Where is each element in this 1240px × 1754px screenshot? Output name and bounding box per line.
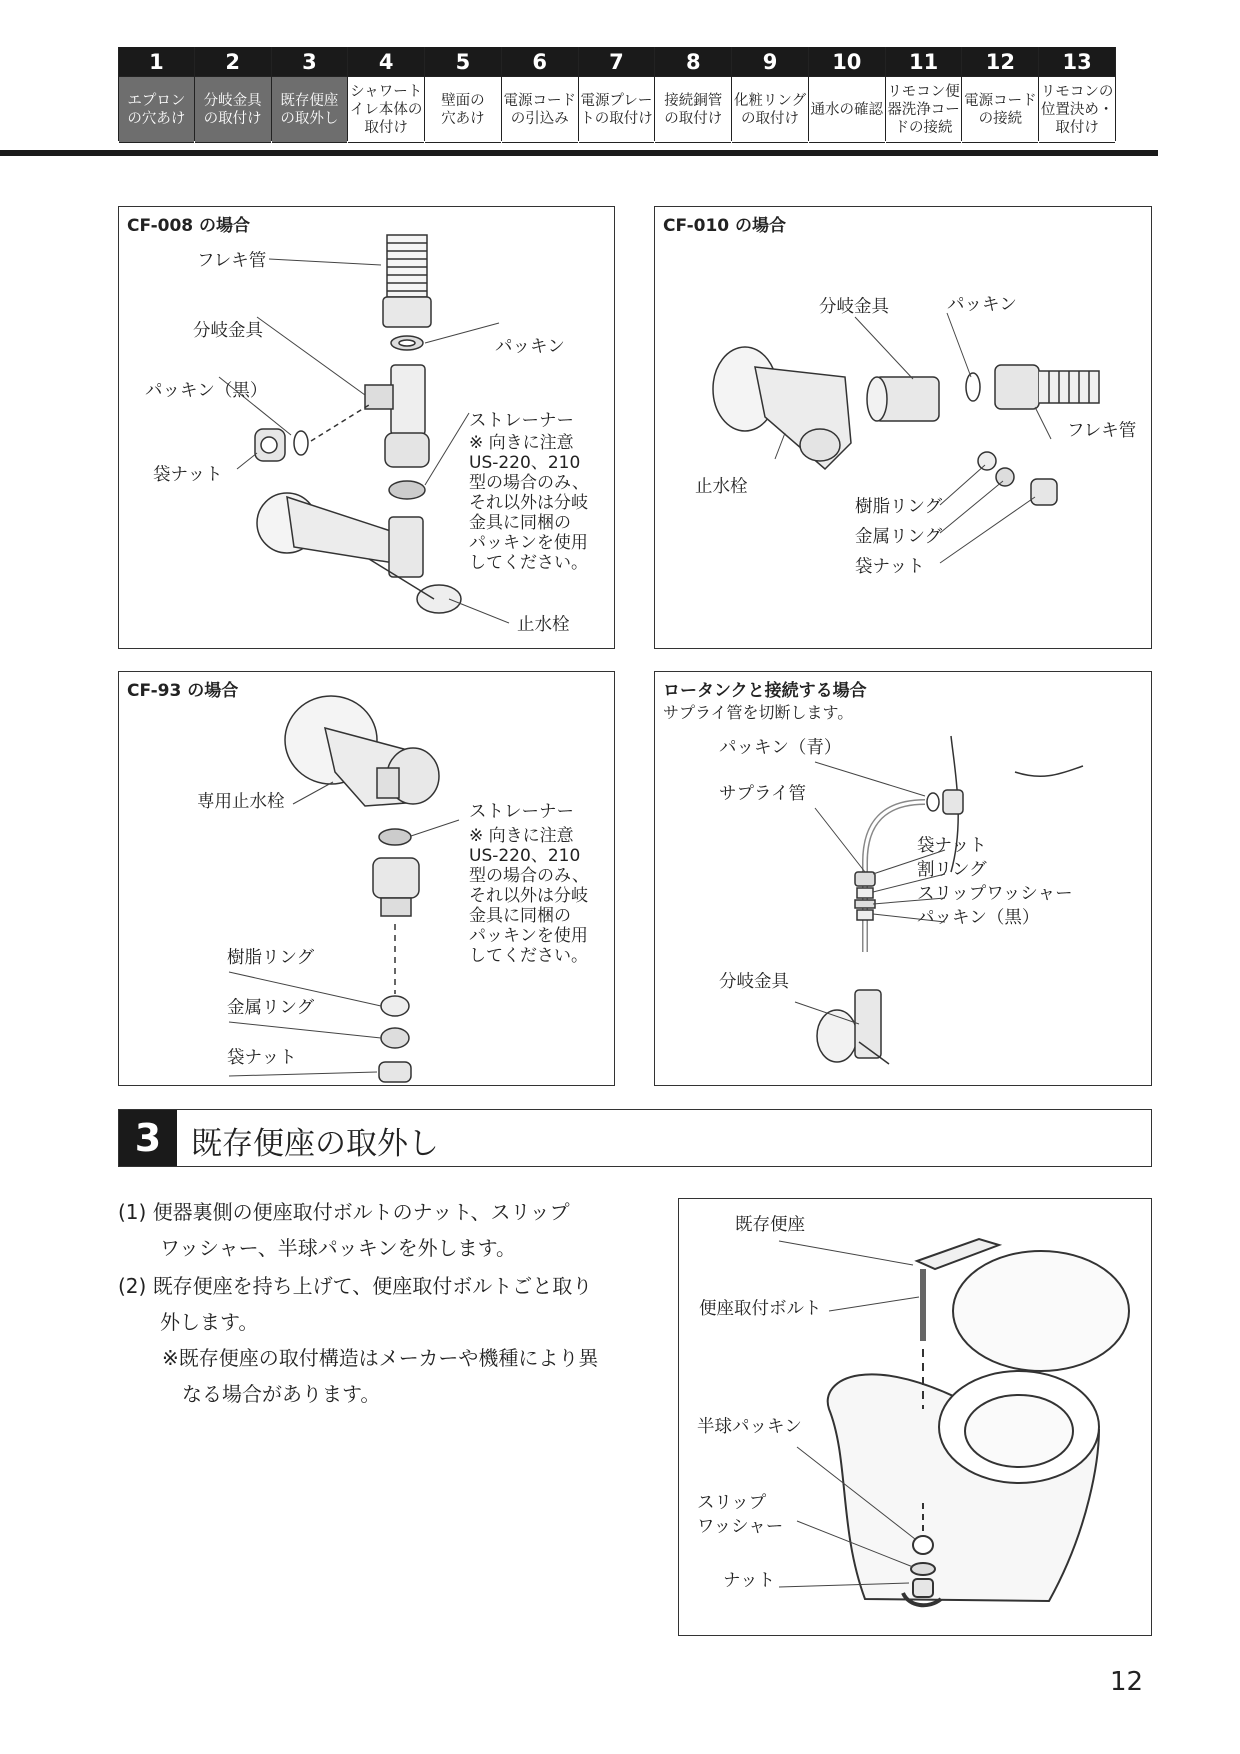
step-label: 電源コード の接続 (962, 76, 1038, 143)
label-slip-washer: スリップワッシャー (917, 884, 1073, 904)
label-supply-pipe: サプライ管 (719, 784, 806, 804)
step-3 (272, 47, 349, 141)
step-number: 3 (272, 47, 348, 76)
instruction-1b: ワッシャー、半球パッキンを外します。 (160, 1236, 516, 1260)
step-label: 通水の確認 (809, 76, 885, 143)
label-nut: ナット (723, 1571, 776, 1591)
label-cap-nut: 袋ナット (917, 836, 987, 856)
label-strainer: ストレーナー (469, 802, 574, 822)
step-2 (195, 47, 272, 141)
figure-title: CF-008 の場合 (127, 216, 251, 236)
label-cap-nut: 袋ナット (227, 1048, 297, 1068)
figure-cf010 (654, 206, 1152, 649)
label-packing-blue: パッキン（青） (719, 738, 842, 758)
section-number: 3 (119, 1110, 177, 1166)
note-line-1: ※既存便座の取付構造はメーカーや機種により異 (162, 1346, 599, 1370)
step-1 (118, 47, 195, 141)
figure-cf93 (118, 671, 615, 1086)
label-packing: パッキン (495, 337, 565, 357)
label-packing: パッキン (947, 295, 1017, 315)
step-number: 10 (809, 47, 885, 76)
step-number: 7 (579, 47, 655, 76)
step-number: 1 (119, 47, 194, 76)
section-title: 既存便座の取外し (191, 1126, 439, 1162)
figure-low-tank (654, 671, 1152, 1086)
step-6 (502, 47, 579, 141)
step-label: 化粧リング の取付け (732, 76, 808, 143)
step-8 (655, 47, 732, 141)
label-flex-hose: フレキ管 (1067, 421, 1137, 441)
label-slip-washer-1: スリップ (697, 1493, 767, 1513)
label-dedicated-valve: 専用止水栓 (197, 792, 285, 812)
step-label: 電源プレー トの取付け (579, 76, 655, 143)
figure-title: CF-93 の場合 (127, 681, 239, 701)
step-label: 既存便座 の取外し (272, 76, 348, 143)
step-number: 5 (425, 47, 501, 76)
label-branch-fitting: 分岐金具 (819, 297, 889, 317)
step-number: 13 (1039, 47, 1115, 76)
label-resin-ring: 樹脂リング (227, 948, 315, 968)
step-number: 8 (655, 47, 731, 76)
step-4 (348, 47, 425, 141)
figure-cf008 (118, 206, 615, 649)
label-hemispherical-packing: 半球パッキン (697, 1417, 802, 1437)
label-stop-valve: 止水栓 (517, 615, 570, 635)
label-cap-nut: 袋ナット (153, 465, 223, 485)
instruction-2b: 外します。 (160, 1310, 259, 1334)
figure-title: CF-010 の場合 (663, 216, 787, 236)
step-label: 電源コード の引込み (502, 76, 578, 143)
instruction-1a: (1) 便器裏側の便座取付ボルトのナット、スリップ (118, 1200, 570, 1224)
label-packing-black: パッキン（黒） (917, 908, 1040, 928)
label-slip-washer-2: ワッシャー (697, 1517, 784, 1537)
label-branch-fitting: 分岐金具 (193, 321, 263, 341)
step-label: シャワート イレ本体の 取付け (348, 76, 424, 143)
step-11 (886, 47, 963, 141)
note-line-2: なる場合があります。 (182, 1382, 381, 1406)
step-label: 分岐金具 の取付け (195, 76, 271, 143)
instruction-2a: (2) 既存便座を持ち上げて、便座取付ボルトごと取り (118, 1274, 593, 1298)
step-10 (809, 47, 886, 141)
label-cap-nut: 袋ナット (855, 557, 925, 577)
label-branch-fitting: 分岐金具 (719, 972, 789, 992)
label-split-ring: 割リング (917, 860, 987, 880)
step-progress-table (118, 47, 1116, 141)
label-flex-hose: フレキ管 (197, 251, 267, 271)
step-number: 4 (348, 47, 424, 76)
step-12 (962, 47, 1039, 141)
page-number: 12 (1110, 1667, 1144, 1697)
step-number: 12 (962, 47, 1038, 76)
step-number: 2 (195, 47, 271, 76)
label-stop-valve: 止水栓 (695, 477, 748, 497)
label-strainer: ストレーナー (469, 411, 574, 431)
step-13 (1039, 47, 1116, 141)
step-label: エプロン の穴あけ (119, 76, 194, 143)
header-rule (0, 150, 1158, 156)
step-number: 11 (886, 47, 962, 76)
figure-title: ロータンクと接続する場合 (663, 681, 867, 701)
step-number: 9 (732, 47, 808, 76)
step-label: 壁面の 穴あけ (425, 76, 501, 143)
flex-hose (383, 235, 431, 327)
step-label: リモコンの 位置決め・ 取付け (1039, 76, 1115, 143)
section-header (118, 1109, 1152, 1167)
step-label: リモコン便 器洗浄コー ドの接続 (886, 76, 962, 143)
label-packing-black: パッキン（黒） (145, 381, 268, 401)
step-9 (732, 47, 809, 141)
figure-subtitle: サプライ管を切断します。 (663, 703, 854, 722)
label-existing-seat: 既存便座 (735, 1215, 805, 1235)
label-resin-ring: 樹脂リング (855, 497, 943, 517)
strainer-note: ※ 向きに注意 US-220、210 型の場合のみ、 それ以外は分岐 金具に同梱の パッキンを使用 してください。 (469, 826, 590, 966)
step-number: 6 (502, 47, 578, 76)
step-7 (579, 47, 656, 141)
label-metal-ring: 金属リング (855, 527, 943, 547)
strainer-note: ※ 向きに注意 US-220、210 型の場合のみ、 それ以外は分岐 金具に同梱の パッキンを使用 してください。 (469, 433, 590, 573)
figure-toilet-seat-removal (678, 1198, 1152, 1636)
step-5 (425, 47, 502, 141)
step-label: 接続銅管 の取付け (655, 76, 731, 143)
label-seat-bolt: 便座取付ボルト (699, 1299, 822, 1319)
label-metal-ring: 金属リング (227, 998, 315, 1018)
